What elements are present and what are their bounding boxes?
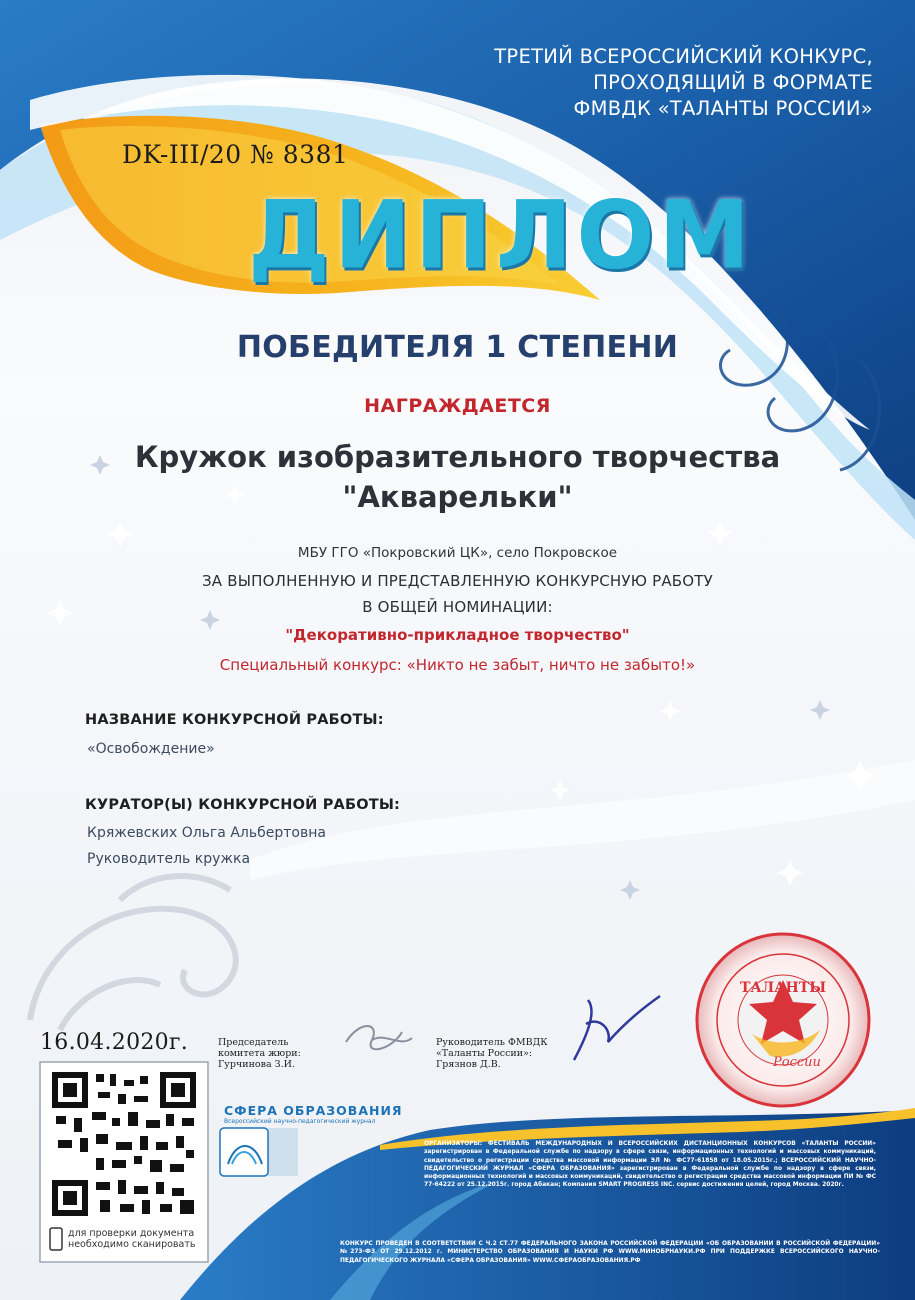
for-work-text: ЗА ВЫПОЛНЕННУЮ И ПРЕДСТАВЛЕННУЮ КОНКУРСНУЮ РАБОТУ <box>201 572 713 590</box>
qr-code-caption <box>68 1228 214 1250</box>
talanty-stamp <box>697 934 869 1106</box>
curator-label: КУРАТОР(Ы) КОНКУРСНОЙ РАБОТЫ: <box>85 797 401 813</box>
signature-label-line: Грязнов Д.В. <box>436 1059 501 1070</box>
signature-label-line: «Таланты России»: <box>436 1048 533 1059</box>
signature-label-line: Гурчинова З.И. <box>218 1059 295 1070</box>
qr-caption-line: необходимо сканировать <box>68 1239 196 1250</box>
stamp-title: ТАЛАНТЫ <box>739 980 827 996</box>
diploma-number: DK-III/20 № 8381 <box>122 140 349 169</box>
recipient-organization: МБУ ГГО «Покровский ЦК», село Покровское <box>297 545 618 561</box>
contest-title-line: ТРЕТИЙ ВСЕРОССИЙСКИЙ КОНКУРС, <box>494 45 873 68</box>
recipient-name-line2: "Акварельки" <box>342 480 573 514</box>
work-title-value: «Освобождение» <box>87 741 215 757</box>
nomination: "Декоративно-прикладное творчество" <box>285 626 630 644</box>
work-title-label: НАЗВАНИЕ КОНКУРСНОЙ РАБОТЫ: <box>85 712 384 728</box>
organizers-text: ОРГАНИЗАТОРЫ: ФЕСТИВАЛЬ МЕЖДУНАРОДНЫХ И ВСЕРОССИЙСКИХ ДИСТАНЦИОННЫХ КОНКУРСОВ «ТАЛАНТЫ РОССИИ» зарегистрирован в Федеральной службе по надзору в сфере связи, информационных технологий и массовых коммуникаций, свидетельство о регистрации средства массовой информации ЭЛ № ФС77-61858 от 18.05.2015г.; ВСЕРОССИЙСКИЙ НАУЧНО-ПЕДАГОГИЧЕСКИЙ ЖУРНАЛ «СФЕРА ОБРАЗОВАНИЯ» зарегистрирован в Федеральной службе по надзору в сфере связи, информационных технологий и массовых коммуникаций, свидетельство о регистрации средства массовой информации ПИ № ФС 77-64222 от 25.12.2015г. город Абакан; Компания SMART PROGRESS INC. сервис достижения целей, город Москва. 2020г. <box>424 1141 876 1189</box>
sfera-logo: СФЕРА ОБРАЗОВАНИЯ <box>224 1103 403 1118</box>
contest-title <box>413 44 873 122</box>
contest-title-line: ПРОХОДЯЩИЙ В ФОРМАТЕ <box>593 71 873 94</box>
special-contest: Специальный конкурс: «Никто не забыт, ничто не забыто!» <box>219 656 696 674</box>
curator-role: Руководитель кружка <box>87 851 251 867</box>
for-work-text: В ОБЩЕЙ НОМИНАЦИИ: <box>362 598 553 616</box>
signature-label-line: Председатель <box>218 1037 289 1048</box>
curator-name: Кряжевских Ольга Альбертовна <box>87 825 326 841</box>
recipient-name-line1: Кружок изобразительного творчества <box>134 440 781 474</box>
jury-chair-signature-label <box>218 1037 301 1070</box>
law-text: КОНКУРС ПРОВЕДЕН В СООТВЕТСТВИИ С Ч.2 СТ.77 ФЕДЕРАЛЬНОГО ЗАКОНА РОССИЙСКОЙ ФЕДЕРАЦИИ «ОБ ОБРАЗОВАНИИ В РОССИЙСКОЙ ФЕДЕРАЦИИ» №273-ФЗ ОТ 29.12.2012 г. МИНИСТЕРСТВО ОБРАЗОВАНИЯ И НАУКИ РФ WWW.МИНОБРНАУКИ.РФ ПРИ ПОДДЕРЖКЕ ВСЕРОССИЙСКОГО НАУЧНО-ПЕДАГОГИЧЕСКОГО ЖУРНАЛА «СФЕРА ОБРАЗОВАНИЯ» WWW.СФЕРАОБРАЗОВАНИЯ.РФ <box>340 1241 880 1264</box>
director-signature-label <box>436 1037 548 1070</box>
issue-date: 16.04.2020г. <box>40 1030 189 1055</box>
signature-label-line: комитета жюри: <box>218 1048 301 1059</box>
sfera-logo-subtitle: Всероссийский научно-педагогический журнал <box>224 1118 376 1125</box>
award-degree: ПОБЕДИТЕЛЯ 1 СТЕПЕНИ <box>236 330 679 365</box>
diploma-heading: ДИПЛОМ <box>248 180 755 291</box>
stamp-script: России <box>773 1055 821 1070</box>
contest-title-line: ФМВДК «ТАЛАНТЫ РОССИИ» <box>573 97 873 120</box>
awarded-label: НАГРАЖДАЕТСЯ <box>364 395 551 417</box>
signature-label-line: Руководитель ФМВДК <box>436 1037 548 1048</box>
qr-caption-line: для проверки документа <box>68 1228 195 1239</box>
